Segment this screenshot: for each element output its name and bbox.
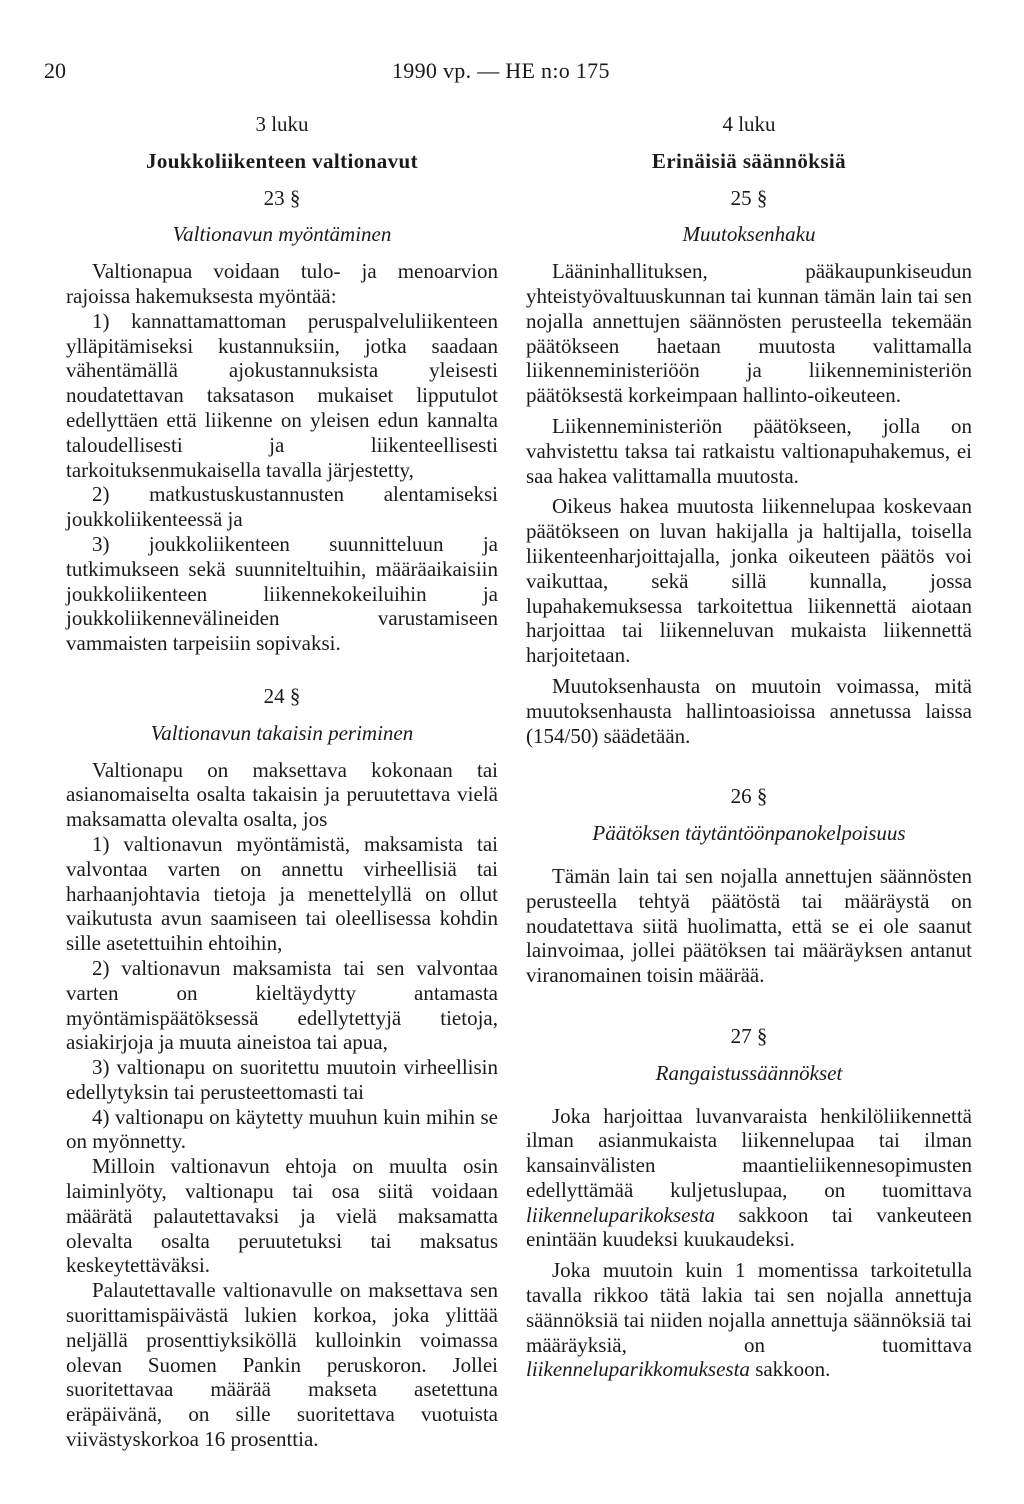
chapter-title: Joukkoliikenteen valtionavut bbox=[146, 148, 418, 173]
paragraph: Muutoksenhausta on muutoin voimassa, mitä muutoksenhausta hallintoasioissa annetussa laissa (154/50) säädetään. bbox=[526, 673, 972, 748]
section-title: Muutoksenhaku bbox=[682, 222, 816, 247]
section-number: 25 § bbox=[730, 185, 768, 210]
paragraph-text: Joka harjoittaa luvanvaraista henkilöliikennettä ilman asianmukaista liikennelupaa tai ilman kansainvälisten maantieliikennesopimusten edellyttämää kuljetuslupaa, on tuomittava bbox=[526, 1103, 972, 1202]
section-number: 23 § bbox=[263, 185, 301, 210]
section-number: 27 § bbox=[730, 1023, 768, 1048]
chapter-number: 3 luku bbox=[255, 112, 309, 136]
paragraph: 4) valtionapu on käytetty muuhun kuin mihin se on myönnetty. bbox=[66, 1104, 498, 1154]
section-number: 24 § bbox=[263, 683, 301, 708]
paragraph-text: sakkoon tai vankeuteen enintään kuudeksi kuukaudeksi. bbox=[526, 1202, 972, 1252]
paragraph: Valtionapu on maksettava kokonaan tai asianomaiselta osalta takaisin ja peruutettava vielä maksamatta olevalta osalta, jos bbox=[66, 757, 498, 832]
page-header bbox=[44, 58, 980, 90]
paragraph: Lääninhallituksen, pääkaupunkiseudun yhteistyövaltuuskunnan tai kunnan tämän lain tai sen nojalla annettujen säännösten perusteella tekemään päätökseen haetaan muutosta valittamalla liikenneministeriöön ja liikenneministeriön päätöksestä korkeimpaan hallinto-oikeuteen. bbox=[526, 259, 972, 408]
section-number: 26 § bbox=[730, 784, 768, 809]
paragraph bbox=[526, 1258, 972, 1382]
paragraph: Milloin valtionavun ehtoja on muulta osin laiminlyöty, valtionapu tai osa siitä voidaan määrätä palautettavaksi ja vielä maksamatta olevalta osalta peruutetuksi tai maksatus keskeytettäväksi. bbox=[66, 1154, 498, 1278]
paragraph: 1) valtionavun myöntämistä, maksamista tai valvontaa varten on annettu virheellisiä tai harhaanjohtavia tietoja ja menettelyllä on ollut vaikutusta avun saamiseen tai oleellisessa kohdin sille asetettuihin ehtoihin, bbox=[66, 831, 498, 956]
offense-term: liikenneluparikkomuksesta bbox=[526, 1357, 750, 1382]
offense-term: liikenneluparikoksesta bbox=[526, 1202, 715, 1227]
paragraph bbox=[526, 1104, 972, 1253]
paragraph: 2) matkustuskustannusten alentamiseksi joukkoliikenteessä ja bbox=[66, 482, 498, 532]
chapter-number: 4 luku bbox=[722, 112, 776, 136]
page-number: 20 bbox=[44, 58, 66, 83]
paragraph: 1) kannattamattoman peruspalveluliikenteen ylläpitämiseksi kustannuksiin, jotka saadaan vähentämällä ajokustannuksista yleisesti noudatettavan taksatason mukaiset lipputulot edellyttäen että liikenne on yleisen edun kannalta taloudellisesti ja liikenteellisesti tarkoituksenmukaisella tavalla järjestetty, bbox=[66, 308, 498, 482]
paragraph-text: sakkoon. bbox=[755, 1357, 831, 1382]
right-column bbox=[526, 112, 972, 1382]
running-head: 1990 vp. — HE n:o 175 bbox=[392, 58, 610, 83]
section-title: Valtionavun myöntäminen bbox=[172, 222, 392, 247]
paragraph: 3) valtionapu on suoritettu muutoin virheellisin edellytyksin tai perusteettomasti tai bbox=[66, 1055, 498, 1104]
paragraph: Tämän lain tai sen nojalla annettujen säännösten perusteella tehtyä päätöstä tai määräystä on noudatettava siitä huolimatta, että se ei ole saanut lainvoimaa, jollei päätöksen tai määräyksen antanut viranomainen toisin määrää. bbox=[526, 863, 972, 988]
section-title: Päätöksen täytäntöönpanokelpoisuus bbox=[592, 821, 906, 846]
chapter-title: Erinäisiä säännöksiä bbox=[651, 148, 847, 173]
section-title: Valtionavun takaisin periminen bbox=[150, 720, 414, 745]
paragraph-text: Joka muutoin kuin 1 momentissa tarkoitetulla tavalla rikkoo tätä lakia tai sen nojalla annettuja säännöksiä tai niiden nojalla annettuja säännöksiä tai määräyksiä, on tuomittava bbox=[526, 1258, 972, 1357]
paragraph: 3) joukkoliikenteen suunnitteluun ja tutkimukseen sekä suunniteltuihin, määräaikaisiin joukkoliikenteen liikennekokeiluihin ja joukkoliikennevälineiden varustamiseen vammaisten tarpeisiin sopivaksi. bbox=[66, 531, 498, 656]
paragraph: 2) valtionavun maksamista tai sen valvontaa varten on kieltäydytty antamasta myöntämispäätöksessä edellytettyjä tietoja, asiakirjoja ja muuta aineistoa tai apua, bbox=[66, 955, 498, 1055]
left-column bbox=[66, 112, 498, 1452]
paragraph: Oikeus hakea muutosta liikennelupaa koskevaan päätökseen on luvan hakijalla ja haltijalla, toisella liikenteenharjoittajalla, jonka oikeuteen päätös voi vaikuttaa, sekä sillä kunnalla, jossa lupahakemuksessa tarkoitettua liikennettä aiotaan harjoittaa tai liikenneluvan mukaista liikennettä harjoitetaan. bbox=[526, 494, 972, 668]
paragraph: Valtionapua voidaan tulo- ja menoarvion rajoissa hakemuksesta myöntää: bbox=[66, 259, 498, 308]
section-title: Rangaistussäännökset bbox=[655, 1060, 843, 1085]
paragraph: Liikenneministeriön päätökseen, jolla on vahvistettu taksa tai ratkaistu valtionapuhakemus, ei saa hakea valittamalla muutosta. bbox=[526, 413, 972, 488]
paragraph: Palautettavalle valtionavulle on maksettava sen suorittamispäivästä lukien korkoa, joka ylittää neljällä prosenttiyksiköllä kulloinkin voimassa olevan Suomen Pankin peruskoron. Jollei suoritettavaa määrää makseta asetettuna eräpäivänä, on sille suoritettava vuotuista viivästyskorkoa 16 prosenttia. bbox=[66, 1278, 498, 1452]
